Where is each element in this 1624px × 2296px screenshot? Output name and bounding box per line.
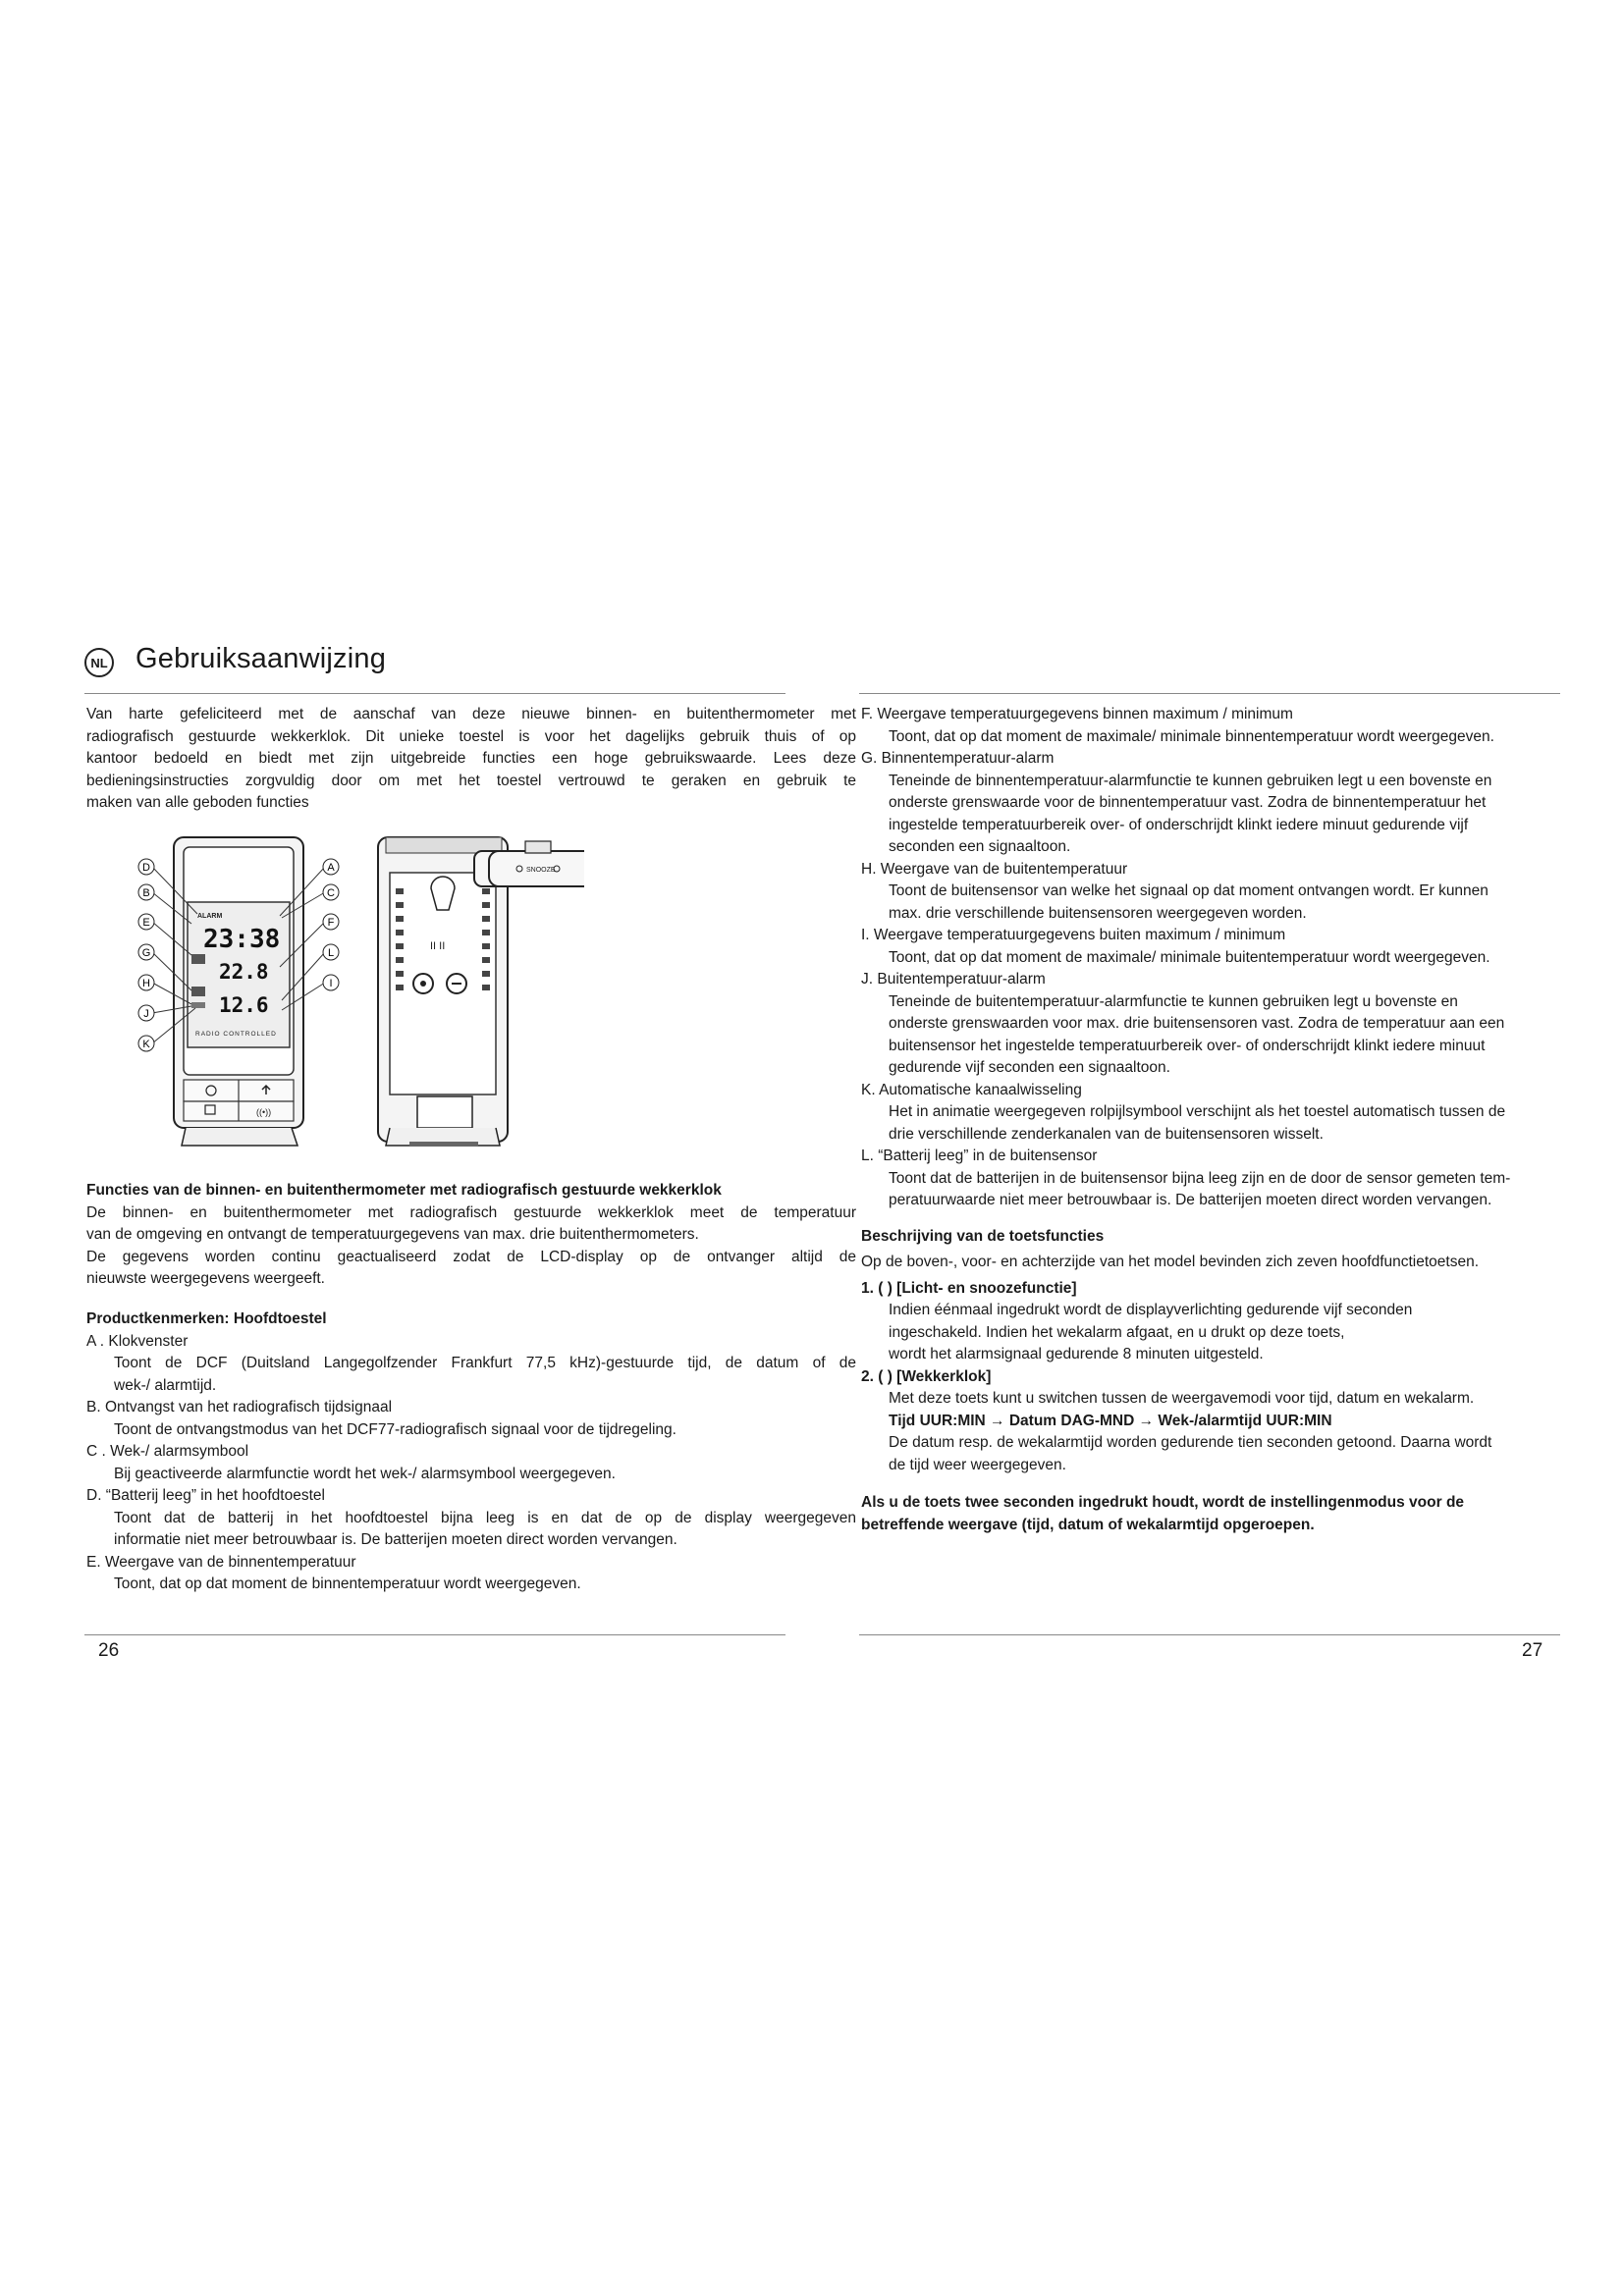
callout-label: D [142,862,150,874]
lcd-indoor-temp: 22.8 [219,960,269,984]
feature-text: Toont, dat op dat moment de binnentemperatuur wordt weergegeven. [114,1575,581,1592]
lcd-time: 23:38 [203,925,281,954]
svg-text:II II: II II [430,940,446,952]
key-text: De datum resp. de wekalarmtijd worden gedurende tien seconden getoond. Daarna wordt [889,1434,1492,1451]
body-line: De binnen- en buitenthermometer met radiografisch gestuurde wekkerklok meet de temperatuur [86,1203,856,1221]
closing-line: betreffende weergave (tijd, datum of wekalarmtijd opgeroepen. [861,1516,1315,1533]
callout-label: B [142,887,150,899]
feature-text: informatie niet meer betrouwbaar is. De batterijen moeten direct worden vervangen. [114,1531,677,1548]
functions-section [86,1180,872,1291]
feature-text: Toont dat de batterij in het hoofdtoestel bijna leeg is en dat de op de display weergegeven [114,1509,856,1526]
body-line: van de omgeving en ontvangt de temperatuurgegevens van max. drie buitenthermometers. [86,1226,699,1243]
key-text: ingeschakeld. Indien het wekalarm afgaat, en u drukt op deze toets, [889,1323,1345,1341]
intro-line: bedieningsinstructies zorgvuldig door om met het toestel vertrouwd te geraken en gebruik te [86,772,856,789]
body-line: Op de boven-, voor- en achterzijde van het model bevinden zich zeven hoofdfunctietoetsen. [861,1254,1480,1270]
feature-label: C . Wek-/ alarmsymbool [86,1443,249,1460]
callout-label: A [327,862,335,874]
lcd-alarm-label: ALARM [197,913,223,920]
feature-text: Teneinde de binnentemperatuur-alarmfunctie te kunnen gebruiken legt u een bovenste en [889,772,1492,789]
top-rule-left [84,693,785,694]
bottom-rule-right [859,1634,1560,1635]
feature-text: Toont dat de batterijen in de buitensensor bijna leeg zijn en de door de sensor gemeten tem- [889,1169,1511,1187]
brand-label: RADIO CONTROLLED [195,1031,277,1038]
key-label: 1. ( ) [Licht- en snoozefunctie] [861,1279,1077,1297]
feature-text: gedurende vijf seconden een signaaltoon. [889,1059,1170,1076]
section-heading: Productkenmerken: Hoofdtoestel [86,1310,327,1327]
page-number-right: 27 [1522,1640,1543,1661]
callout-label: H [142,978,150,989]
key-text: de tijd weer weergegeven. [889,1456,1066,1473]
feature-text: Teneinde de buitentemperatuur-alarmfunctie te kunnen gebruiken legt u bovenste en [889,992,1458,1010]
feature-text: onderste grenswaarde voor de binnentemperatuur vast. Zodra de binnentemperatuur het [889,794,1487,811]
callout-label: J [143,1008,149,1020]
section-heading: Functies van de binnen- en buitenthermometer met radiografisch gestuurde wekkerklok [86,1182,722,1199]
intro-line: maken van alle geboden functies [86,794,309,811]
callout-label: I [329,978,333,989]
feature-text: ingestelde temperatuurbereik over- of onderschrijdt klinkt iedere minuut gedurende vijf [889,816,1469,833]
feature-label: H. Weergave van de buitentemperatuur [861,860,1128,878]
lcd-outdoor-temp: 12.6 [219,993,269,1017]
feature-label: K. Automatische kanaalwisseling [861,1081,1082,1098]
key-sequence: Tijd UUR:MIN → Datum DAG-MND → Wek-/alarmtijd UUR:MIN [889,1412,1332,1429]
page-title: Gebruiksaanwijzing [135,643,387,674]
intro-line: Van harte gefeliciteerd met de aanschaf van deze nieuwe binnen- en buitenthermometer met [86,706,856,722]
feature-label: G. Binnentemperatuur-alarm [861,750,1055,767]
feature-text: drie verschillende zenderkanalen van de buitensensoren wisselt. [889,1125,1324,1143]
feature-text: Toont de ontvangstmodus van het DCF77-radiografisch signaal voor de tijdregeling. [114,1420,677,1438]
intro-line: radiografisch gestuurde wekkerklok. Dit unieke toestel is voor het dagelijks gebruik thuis of op [86,727,856,745]
feature-text: Het in animatie weergegeven rolpijlsymbool verschijnt als het toestel automatisch tussen de [889,1103,1506,1120]
top-rule-right [859,693,1560,694]
feature-text: Toont de DCF (Duitsland Langegolfzender Frankfurt 77,5 kHz)-gestuurde tijd, de datum of de [114,1355,856,1371]
feature-text: seconden een signaaltoon. [889,838,1071,855]
feature-label: I. Weergave temperatuurgegevens buiten maximum / minimum [861,927,1286,943]
feature-label: B. Ontvangst van het radiografisch tijdsignaal [86,1399,393,1415]
feature-text: wek-/ alarmtijd. [114,1376,217,1394]
key-text: wordt het alarmsignaal gedurende 8 minuten uitgesteld. [889,1346,1264,1362]
callout-label: G [141,947,151,959]
features-section [86,1308,872,1596]
callout-label: C [327,887,335,899]
feature-text: onderste grenswaarden voor max. drie buitensensoren vast. Zodra de temperatuur aan een [889,1015,1505,1032]
callout-label: E [142,917,150,929]
closing-line: Als u de toets twee seconden ingedrukt houdt, wordt de instellingenmodus voor de [861,1494,1465,1511]
feature-text: Toont, dat op dat moment de maximale/ minimale binnentemperatuur wordt weergegeven. [889,727,1494,745]
feature-label: J. Buitentemperatuur-alarm [861,971,1046,988]
feature-label: F. Weergave temperatuurgegevens binnen maximum / minimum [861,706,1293,722]
product-illustration [133,829,584,1163]
key-text: Indien éénmaal ingedrukt wordt de displayverlichting gedurende vijf seconden [889,1302,1413,1318]
feature-text: Bij geactiveerde alarmfunctie wordt het wek-/ alarmsymbool weergegeven. [114,1465,616,1482]
section-heading: Beschrijving van de toetsfuncties [861,1227,1105,1245]
bottom-rule-left [84,1634,785,1635]
features-continued [861,704,1588,1536]
feature-label: A . Klokvenster [86,1332,189,1350]
callout-label: F [327,917,335,929]
language-badge: NL [84,648,114,677]
callout-label: K [142,1039,150,1050]
intro-paragraph [86,704,856,815]
callouts-right [323,859,339,990]
feature-label: L. “Batterij leeg” in de buitensensor [861,1148,1098,1164]
feature-text: max. drie verschillende buitensensoren weergegeven worden. [889,904,1307,922]
snooze-label: SNOOZE [526,867,556,874]
feature-text: peratuurwaarde niet meer betrouwbaar is. De batterijen moeten direct worden vervangen. [889,1192,1492,1208]
intro-line: kantoor bedoeld en biedt met zijn uitgebreide functies een hoge gebruikswaarde. Lees deze [86,750,856,767]
feature-label: E. Weergave van de binnentemperatuur [86,1553,356,1571]
page-number-left: 26 [98,1640,120,1661]
feature-text: buitensensor het ingestelde temperatuurbereik over- of onderschrijdt klinkt iedere minuut [889,1037,1486,1054]
front-view [174,837,303,1146]
svg-text:((•)): ((•)) [256,1107,272,1117]
body-line: nieuwste weergegevens weergeeft. [86,1270,325,1287]
key-label: 2. ( ) [Wekkerklok] [861,1367,992,1385]
feature-text: Toont, dat op dat moment de maximale/ minimale buitentemperatuur wordt weergegeven. [889,948,1490,966]
feature-text: Toont de buitensensor van welke het signaal op dat moment ontvangen wordt. Er kunnen [889,882,1489,899]
callout-label: L [327,947,335,959]
body-line: De gegevens worden continu geactualiseerd zodat de LCD-display op de ontvanger altijd de [86,1248,856,1265]
key-text: Met deze toets kunt u switchen tussen de weergavemodi voor tijd, datum en wekalarm. [889,1390,1475,1407]
feature-label: D. “Batterij leeg” in het hoofdtoestel [86,1487,325,1504]
callouts-left [138,859,154,1051]
